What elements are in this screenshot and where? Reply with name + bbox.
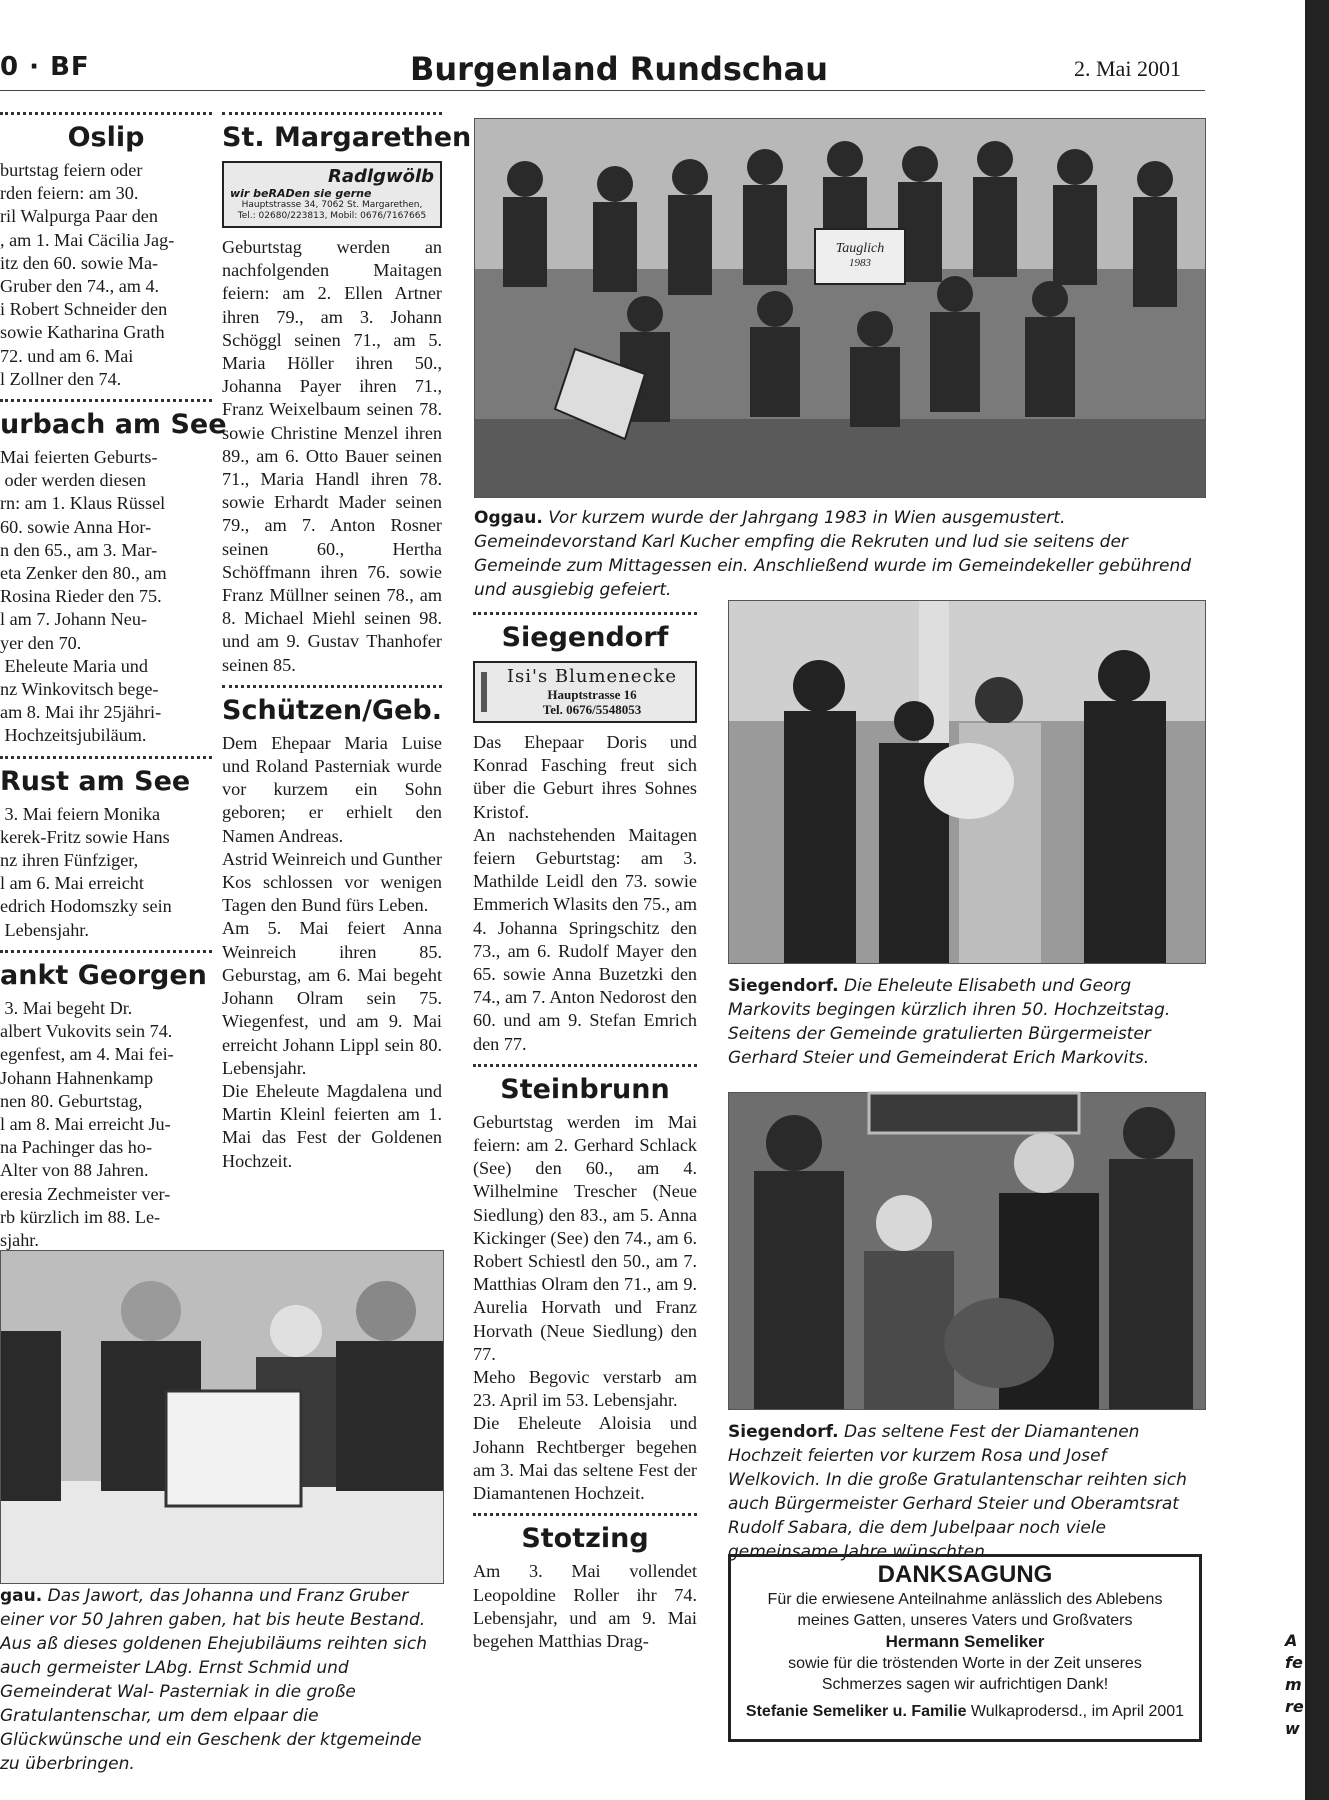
- section-title-sankt-georgen: ankt Georgen: [0, 959, 207, 991]
- ad-blumenecke-stem-icon: [481, 672, 487, 712]
- ad-blumenecke-phone: Tel. 0676/5548053: [542, 702, 642, 717]
- edge-fragment: w: [1285, 1719, 1300, 1738]
- caption-body: Die Eheleute Elisabeth und Georg Markovits begingen kürzlich ihren 50. Hochzeitstag. Seitens der Gemeinde gratulierten Bürgermeister Gerhard Steier und Gemeinderat Erich Markovits.: [728, 976, 1171, 1068]
- article-siegendorf: Das Ehepaar Doris und Konrad Fasching freut sich über die Geburt ihres Sohnes Kristof. An nachstehenden Maitagen feiern Geburtstag: am 3. Mathilde Leidl den 73. sowie Emmerich Wlasits den 75., am 4. Johanna Springschitz den 73., am 6. Rudolf Mayer den 65. sowie Anna Buzetzki den 74., am 7. Anton Nedorost den 60. und am 9. Stefan Emrich den 77.: [473, 732, 697, 1054]
- ad-radlgwoelb-slogan: wir beRADen sie gerne: [230, 187, 372, 200]
- caption-body: Das Jawort, das Johanna und Franz Gruber einer vor 50 Jahren gaben, hat bis heute Bestand. Aus aß dieses goldenen Ehejubiläums reihten sich auch germeister LAbg. Ernst Schmid und Gemeinderat Wal- Pasterniak in die große Gratulantenschar, um dem elpaar die Glückwünsche und ein Geschenk der ktgemeinde zu überbringen.: [0, 1586, 427, 1774]
- adjacent-page-text: [1285, 1630, 1305, 1740]
- photo-welkovich: [728, 1092, 1206, 1410]
- divider: [0, 399, 212, 402]
- caption-oggau-recruits: [474, 506, 1204, 602]
- divider: [473, 1513, 697, 1516]
- ad-blumenecke-name: Isi's Blumenecke: [506, 666, 678, 687]
- column-1: [0, 112, 227, 1252]
- caption-gruber: [0, 1584, 442, 1776]
- edge-fragment: fe: [1285, 1653, 1303, 1672]
- ad-blumenecke-address: Hauptstrasse 16: [547, 687, 637, 702]
- notice-place-date: Wulkaprodersd., im April 2001: [970, 1703, 1185, 1720]
- notice-line: sowie für die tröstenden Worte in der Zeit unseres: [788, 1655, 1142, 1672]
- section-title-rust: Rust am See: [0, 765, 191, 797]
- edge-fragment: A: [1285, 1631, 1298, 1650]
- notice-signature-line: [731, 1701, 1199, 1722]
- notice-line: meines Gatten, unseres Vaters und Großvaters: [797, 1612, 1133, 1629]
- article-schuetzen: Dem Ehepaar Maria Luise und Roland Pasterniak wurde vor kurzem ein Sohn geboren; er erhielt den Namen Andreas. Astrid Weinreich und Gunther Kos schlossen vor wenigen Tagen den Bund fürs Leben. Am 5. Mai feiert Anna Weinreich ihren 85. Geburstag, am 6. Mai begeht Johann Olram sein 75. Wiegenfest, und am 9. Mai erreicht Johann Lippl sein 80. Lebensjahr. Die Eheleute Magdalena und Martin Kleinl feierten am 1. Mai das Fest der Goldenen Hochzeit.: [222, 732, 442, 1171]
- caption-lead: gau.: [0, 1586, 43, 1606]
- notice-deceased-name: Hermann Semeliker: [885, 1632, 1045, 1651]
- section-title-oslip: Oslip: [67, 122, 145, 153]
- article-purbach: Mai feierten Geburts- oder werden diesen rn: am 1. Klaus Rüssel 60. sowie Anna Hor- n den 65., am 3. Mar- eta Zenker den 80., am Rosina Rieder den 75. l am 7. Johann Neu- yer den 70. Eheleute Maria und nz Winkovitsch bege- am 8. Mai ihr 25jähri- Hochzeitsjubiläum.: [0, 447, 167, 746]
- caption-markovits: [728, 974, 1204, 1070]
- article-st-margarethen: Geburtstag werden an nachfolgenden Maitagen feiern: am 2. Ellen Artner ihren 79., am 3. Johann Schöggl seinen 71., am 5. Maria Höller ihren 50., Johanna Payer ihren 71., Franz Weixelbaum seinen 78. sowie Christine Menzel ihren 89., am 6. Otto Bauer seinen 71., Maria Handl ihren 78. sowie Erhardt Mader seinen 79., am 7. Anton Rosner seinen 60., Hertha Schöffmann ihren 76. sowie Franz Müllner seinen 78., am 8. Michael Miehl seinen 98. und am 9. Gustav Thanhofer seinen 85.: [222, 237, 447, 675]
- divider: [0, 112, 212, 115]
- ad-radlgwoelb: [222, 161, 442, 228]
- article-stotzing: Am 3. Mai vollendet Leopoldine Roller ihr 74. Lebensjahr, und am 9. Mai begehen Matthias Drag-: [473, 1561, 702, 1651]
- divider: [0, 756, 212, 759]
- header-section-label: 0 · BF: [0, 52, 90, 82]
- divider: [473, 1064, 697, 1067]
- caption-welkovich: [728, 1420, 1204, 1564]
- newspaper-title: Burgenland Rundschau: [410, 50, 829, 88]
- section-title-purbach: urbach am See: [0, 409, 227, 441]
- caption-lead: Siegendorf.: [728, 976, 839, 996]
- column-2: [222, 112, 472, 1173]
- photo-gruber: [0, 1250, 444, 1584]
- ad-radlgwoelb-address: Hauptstrasse 34, 7062 St. Margarethen,: [241, 200, 423, 210]
- issue-date: 2. Mai 2001: [1074, 56, 1181, 81]
- photo-recruits-oggau: [474, 118, 1206, 498]
- photo-markovits: [728, 600, 1206, 964]
- divider: [0, 950, 212, 953]
- article-steinbrunn: Geburtstag werden im Mai feiern: am 2. Gerhard Schlack (See) den 60., am 4. Wilhelmine Trescher (Neue Siedlung) den 83., am 5. Anna Kickinger (See) den 74., am 6. Robert Schiestl den 50., am 7. Matthias Olram den 71., am 9. Aurelia Horvath und Franz Horvath (Neue Siedlung) den 77. Meho Begovic verstarb am 23. April im 53. Lebensjahr. Die Eheleute Aloisia und Johann Rechtberger begehen am 3. Mai das seltene Fest der Diamantenen Hochzeit.: [473, 1111, 697, 1504]
- ad-radlgwoelb-phone: Tel.: 02680/223813, Mobil: 0676/7167665: [237, 211, 427, 221]
- notice-line: Für die erwiesene Anteilnahme anlässlich des Ablebens: [767, 1591, 1163, 1608]
- caption-lead: Oggau.: [474, 508, 543, 528]
- section-title-steinbrunn: Steinbrunn: [500, 1073, 670, 1105]
- column-3: [473, 612, 702, 1653]
- ad-blumenecke: [473, 661, 697, 723]
- section-title-schuetzen: Schützen/Geb.: [222, 694, 442, 726]
- notice-line: Schmerzes sagen wir aufrichtigen Dank!: [821, 1676, 1109, 1693]
- article-rust: 3. Mai feiern Monika kerek-Fritz sowie Hans nz ihren Fünfziger, l am 6. Mai erreicht edrich Hodomszky sein Lebensjahr.: [0, 803, 172, 940]
- notice-signature: Stefanie Semeliker u. Familie: [745, 1703, 967, 1720]
- photo-sign-tauglich: [821, 241, 899, 269]
- edge-fragment: m: [1285, 1675, 1302, 1694]
- adjacent-page-edge: [1305, 0, 1329, 1800]
- section-title-st-margarethen: St. Margarethen: [222, 122, 472, 153]
- caption-body: Vor kurzem wurde der Jahrgang 1983 in Wien ausgemustert. Gemeindevorstand Karl Kucher empfing die Rekruten und lud sie seitens der Gemeinde zum Mittagessen ein. Anschließend wurde im Gemeindekeller gebührend und ausgiebig gefeiert.: [474, 508, 1192, 600]
- section-title-stotzing: Stotzing: [521, 1523, 649, 1555]
- header-rule: [0, 90, 1205, 91]
- ad-radlgwoelb-name: Radlgwölb: [328, 166, 434, 187]
- sign-year: 1983: [849, 257, 871, 269]
- notice-title: DANKSAGUNG: [877, 1561, 1053, 1588]
- notice-danksagung: [728, 1554, 1202, 1742]
- divider: [222, 685, 442, 688]
- article-sankt-georgen: 3. Mai begeht Dr. albert Vukovits sein 74. egenfest, am 4. Mai fei- Johann Hahnenkamp nen 80. Geburtstag, l am 8. Mai erreicht Ju- na Pachinger das ho- Alter von 88 Jahren. eresia Zechmeister ver- rb kürzlich im 88. Le- sjahr.: [0, 997, 174, 1250]
- divider: [222, 112, 442, 115]
- divider: [473, 612, 697, 615]
- sign-text: Tauglich: [835, 241, 885, 256]
- caption-lead: Siegendorf.: [728, 1422, 839, 1442]
- edge-fragment: re: [1285, 1697, 1304, 1716]
- section-title-siegendorf: Siegendorf: [501, 622, 669, 653]
- article-oslip: burtstag feiern oder rden feiern: am 30. ril Walpurga Paar den , am 1. Mai Cäcilia Jag- itz den 60. sowie Ma- Gruber den 74., am 4. i Robert Schneider den sowie Katharina Grath 72. und am 6. Mai l Zollner den 74.: [0, 160, 175, 389]
- caption-body: Das seltene Fest der Diamantenen Hochzeit feierten vor kurzem Rosa und Josef Welkovich. In die große Gratulantenschar reihten sich auch Bürgermeister Gerhard Steier und Oberamtsrat Rudolf Sabara, die dem Jubelpaar noch viele gemeinsame Jahre wünschten.: [728, 1422, 1187, 1562]
